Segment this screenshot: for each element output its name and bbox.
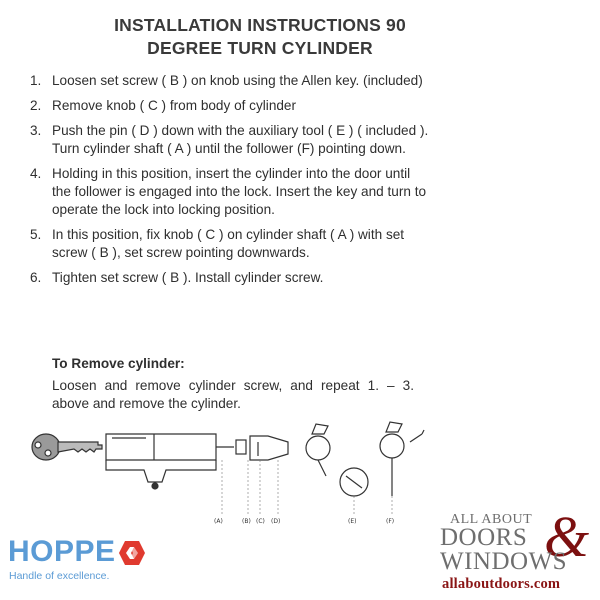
step-number: 5. [30,227,42,242]
remove-heading: To Remove cylinder: [52,356,185,371]
follower-view [380,434,404,458]
step-text: In this position, fix knob ( C ) on cylinder shaft ( A ) with set screw ( B ), set screw pointing downwards. [52,227,405,260]
label-c: (C) [256,518,265,525]
logo-ampersand: & [544,504,590,569]
step-text: Loosen set screw ( B ) on knob using the Allen key. (included) [52,73,423,88]
cylinder-diagram [26,420,446,530]
label-a: (A) [214,518,223,525]
step-item [30,97,430,115]
hoppe-logo [8,536,168,586]
remove-text: Loosen and remove cylinder screw, and repeat 1. – 3. above and remove the cylinder. [52,378,414,411]
hoppe-tagline: Handle of excellence. [9,570,110,582]
label-e: (E) [348,518,357,525]
follower-view [306,436,330,460]
step-item [30,122,430,158]
hoppe-wordmark: HOPPE [8,535,116,568]
step-item [30,269,430,287]
step-number: 4. [30,166,42,181]
logo-url: allaboutdoors.com [442,576,561,592]
document-title [40,14,480,60]
title-line-2: DEGREE TURN CYLINDER [147,38,373,58]
set-screw [236,440,246,454]
label-f: (F) [386,518,395,525]
title-line-1: INSTALLATION INSTRUCTIONS 90 [114,15,406,35]
allaboutdoors-logo [436,504,596,596]
logo-all-about: ALL ABOUT [450,512,533,527]
hoppe-hexagon-icon [118,540,146,566]
label-d: (D) [271,518,281,525]
step-number: 3. [30,123,42,138]
knob [250,436,288,460]
step-number: 1. [30,73,42,88]
step-text: Remove knob ( C ) from body of cylinder [52,98,297,113]
label-b: (B) [242,518,251,525]
step-item [30,72,430,90]
step-number: 2. [30,98,42,113]
step-item [30,226,430,262]
step-text: Tighten set screw ( B ). Install cylinder screw. [52,270,324,285]
step-text: Push the pin ( D ) down with the auxiliary tool ( E ) ( included ). Turn cylinder shaft ( A ) until the follower (F) pointing down. [52,123,429,156]
key-blade [58,442,102,452]
steps-list [30,72,430,294]
step-item [30,165,430,219]
logo-windows: WINDOWS [440,548,568,575]
step-text: Holding in this position, insert the cylinder into the door until the follower is engaged into the lock. Insert the key and turn to operate the lock into locking position. [52,166,427,217]
step-number: 6. [30,270,42,285]
logo-doors: DOORS [440,524,528,551]
